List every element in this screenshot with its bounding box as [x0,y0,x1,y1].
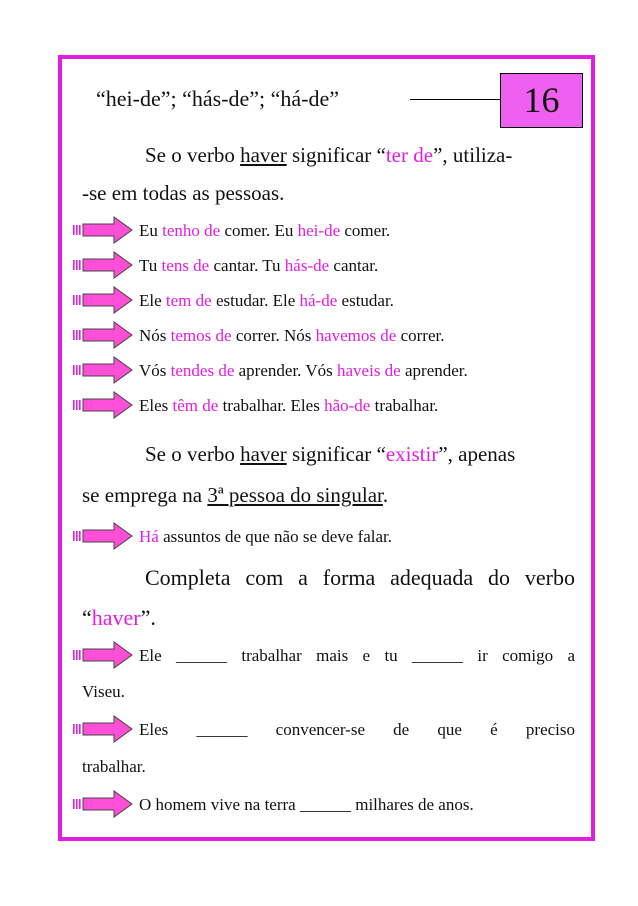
pink-arrow-icon [72,355,134,385]
page-title: “hei-de”; “hás-de”; “há-de” [96,86,340,111]
title-rule [410,99,500,100]
page-number-box: 16 [500,73,583,128]
example-line: Vós tendes de aprender. Vós haveis de aprender. [139,361,468,380]
example-line: Eu tenho de comer. Eu hei-de comer. [139,221,391,240]
exercise-item-2: Eles ______ convencer-se de que é preciso [139,720,575,739]
example-line: Eles têm de trabalhar. Eles hão-de trabalhar. [139,396,439,415]
example-line: Nós temos de correr. Nós havemos de correr. [139,326,445,345]
example-line: Tu tens de cantar. Tu hás-de cantar. [139,256,379,275]
pink-arrow-icon [72,521,134,551]
exercise-item-2-cont: trabalhar. [82,757,146,776]
pink-arrow-icon [72,390,134,420]
exercise-item-3: O homem vive na terra ______ milhares de anos. [139,795,474,814]
pink-arrow-icon [72,320,134,350]
exercise-item-1: Ele ______ trabalhar mais e tu ______ ir comigo a [139,646,575,665]
exercise-instruction: Completa com a forma adequada do verbo [145,565,575,590]
rule1-line2: -se em todas as pessoas. [82,181,285,205]
pink-arrow-icon [72,640,134,670]
example2-line: Há assuntos de que não se deve falar. [139,527,393,546]
rule1-line1: Se o verbo haver significar “ter de”, utiliza- [145,143,513,167]
rule2-line2: se emprega na 3ª pessoa do singular. [82,483,389,507]
exercise-item-1-cont: Viseu. [82,682,125,701]
pink-arrow-icon [72,250,134,280]
pink-arrow-icon [72,285,134,315]
pink-arrow-icon [72,215,134,245]
example-line: Ele tem de estudar. Ele há-de estudar. [139,291,394,310]
rule2-line1: Se o verbo haver significar “existir”, apenas [145,442,516,466]
pink-arrow-icon [72,789,134,819]
exercise-instruction-line2: “haver”. [82,605,156,630]
pink-arrow-icon [72,714,134,744]
